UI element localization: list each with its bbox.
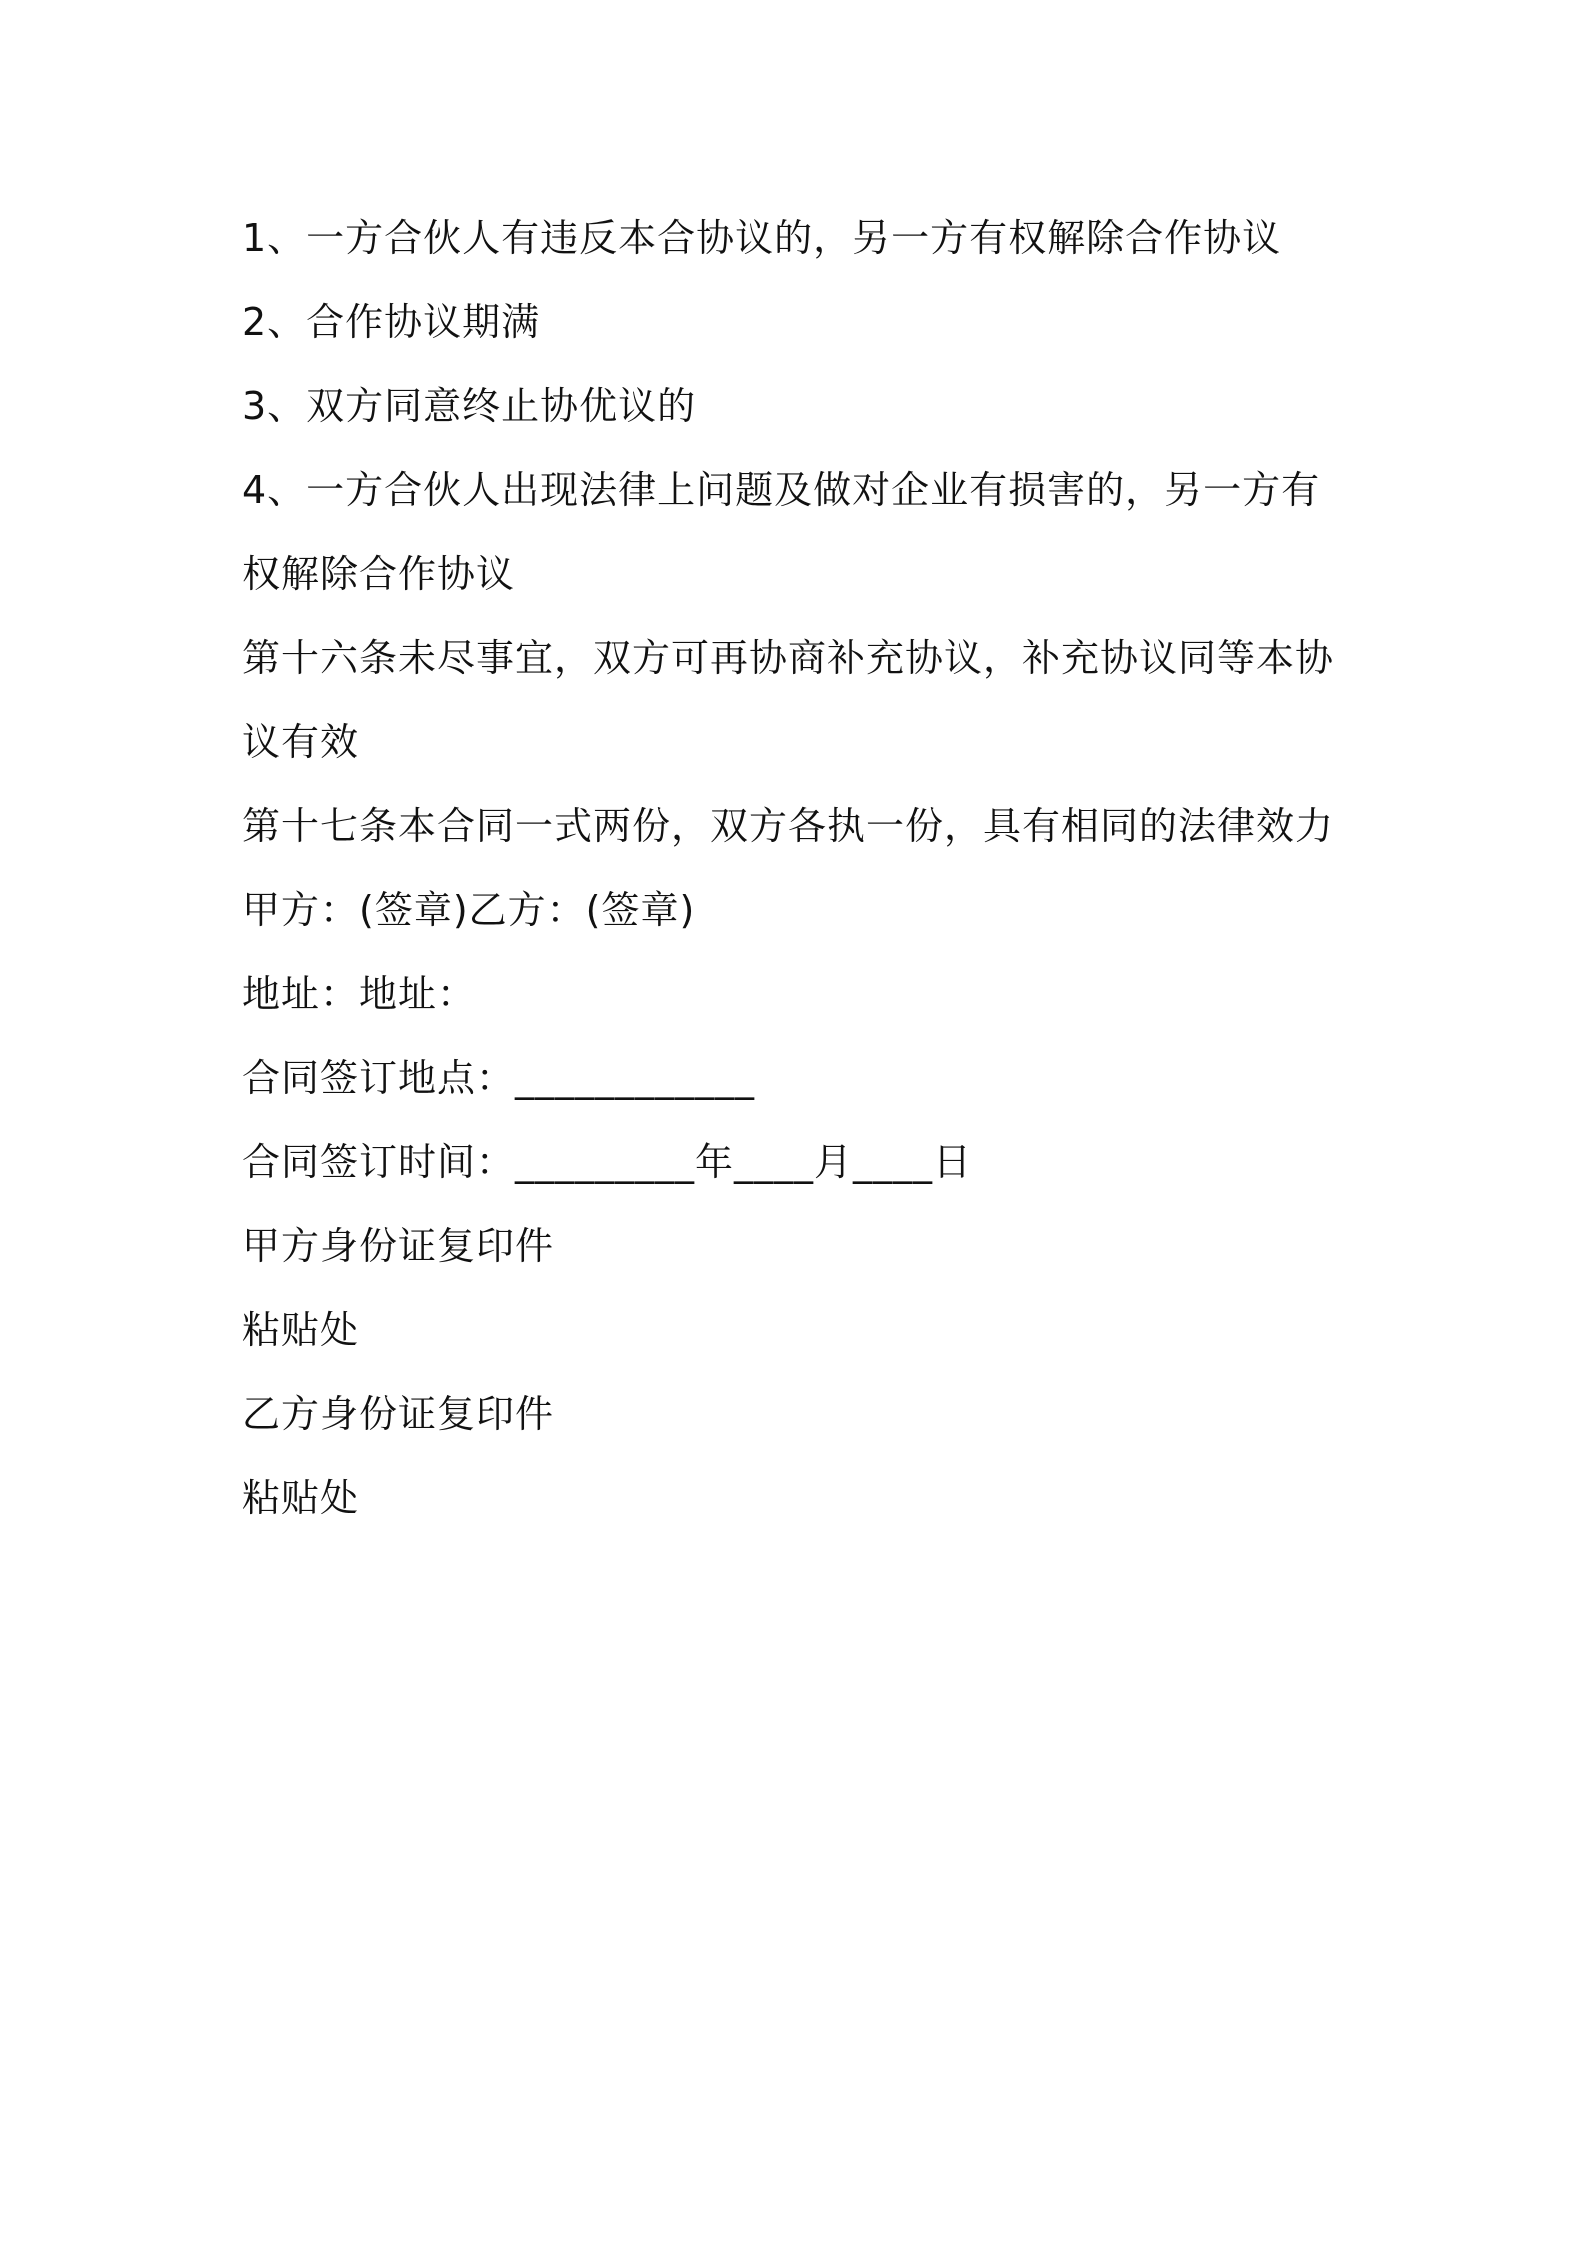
- clause-termination-3: 3、双方同意终止协优议的: [242, 384, 697, 428]
- signing-date-line: 合同签订时间：_________年____月____日: [242, 1140, 973, 1184]
- party-b-id-copy-label: 乙方身份证复印件: [242, 1392, 555, 1436]
- clause-termination-4-cont: 权解除合作协议: [242, 552, 516, 596]
- document-body: [242, 196, 1372, 1540]
- clause-termination-1: 1、一方合伙人有违反本合协议的，另一方有权解除合作协议: [242, 216, 1282, 260]
- party-b-paste-area-label: 粘贴处: [242, 1476, 360, 1520]
- address-line: 地址：地址：: [242, 972, 477, 1016]
- article-16-cont: 议有效: [242, 720, 360, 764]
- article-16: 第十六条未尽事宜，双方可再协商补充协议，补充协议同等本协: [242, 636, 1335, 680]
- signature-line: 甲方：(签章)乙方：(签章): [242, 888, 696, 932]
- clause-termination-2: 2、合作协议期满: [242, 300, 541, 344]
- signing-place-line: 合同签订地点：____________: [242, 1056, 756, 1100]
- article-17: 第十七条本合同一式两份，双方各执一份，具有相同的法律效力: [242, 804, 1335, 848]
- clause-termination-4: 4、一方合伙人出现法律上问题及做对企业有损害的，另一方有: [242, 468, 1321, 512]
- party-a-paste-area-label: 粘贴处: [242, 1308, 360, 1352]
- party-a-id-copy-label: 甲方身份证复印件: [242, 1224, 555, 1268]
